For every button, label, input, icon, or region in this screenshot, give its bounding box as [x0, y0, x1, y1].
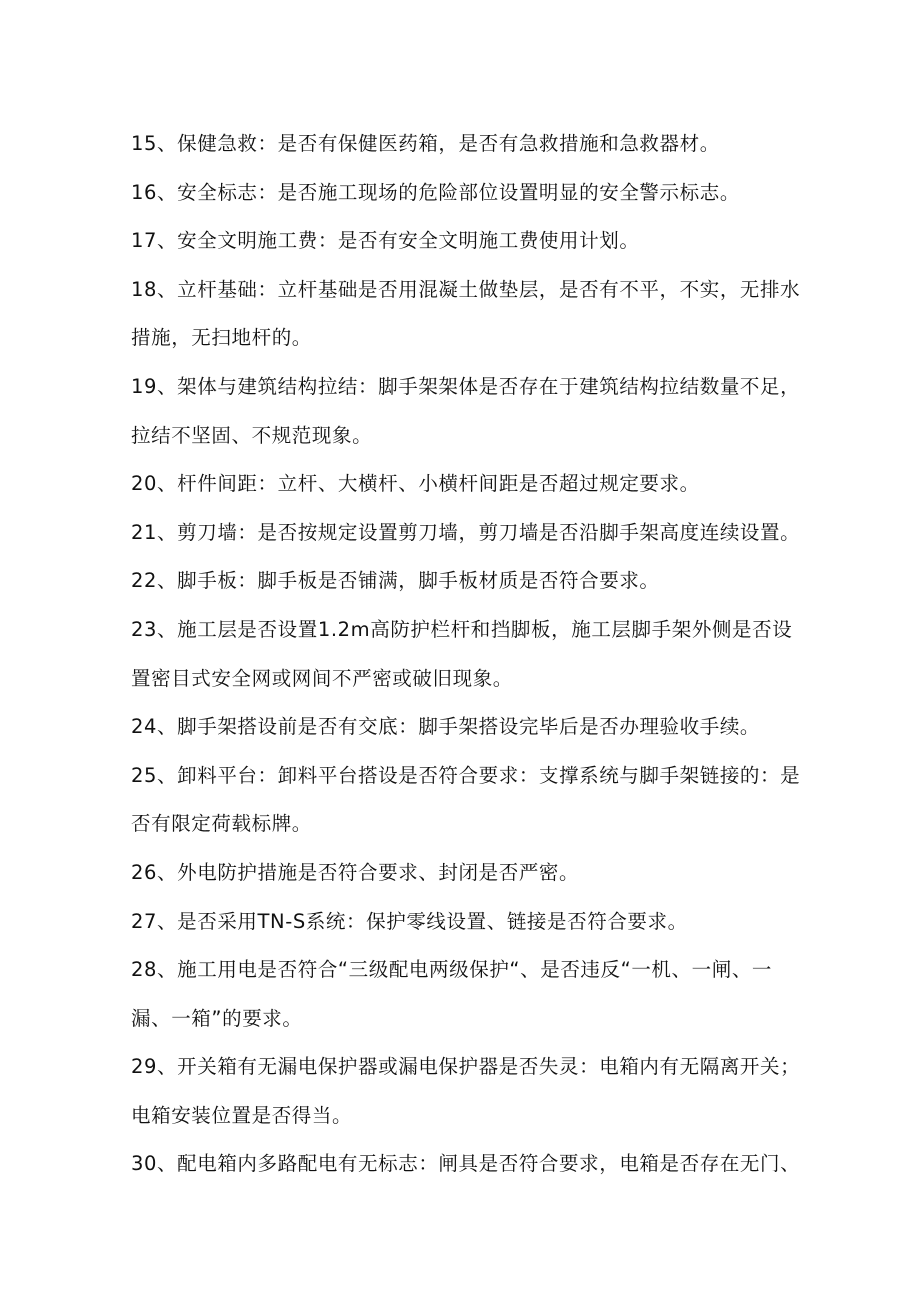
text-line: 15、保健急救：是否有保健医药箱，是否有急救措施和急救器材。 [131, 132, 720, 155]
text-line: 否有限定荷载标牌。 [131, 812, 312, 836]
document-body [131, 120, 846, 1189]
text-line: 18、立杆基础：立杆基础是否用混凝土做垫层，是否有不平，不实，无排水 [131, 277, 801, 301]
text-line: 22、脚手板：脚手板是否铺满，脚手板材质是否符合要求。 [131, 569, 660, 593]
text-line: 拉结不坚固、不规范现象。 [131, 423, 373, 447]
text-line: 26、外电防护措施是否符合要求、封闭是否严密。 [131, 860, 580, 884]
text-line: 19、架体与建筑结构拉结：脚手架架体是否存在于建筑结构拉结数量不足， [131, 374, 801, 398]
text-line: 30、配电箱内多路配电有无标志：闸具是否符合要求，电箱是否存在无门、 [131, 1152, 801, 1176]
text-line: 28、施工用电是否符合“三级配电两级保护“、是否违反“一机、一闸、一 [131, 958, 773, 982]
text-line: 25、卸料平台：卸料平台搭设是否符合要求：支撑系统与脚手架链接的：是 [131, 763, 801, 787]
text-line: 20、杆件间距：立杆、大横杆、小横杆间距是否超过规定要求。 [131, 472, 700, 496]
text-line: 29、开关箱有无漏电保护器或漏电保护器是否失灵：电箱内有无隔离开关； [131, 1055, 801, 1079]
text-line: 16、安全标志：是否施工现场的危险部位设置明显的安全警示标志。 [131, 180, 740, 204]
text-line: 23、施工层是否设置1.2m高防护栏杆和挡脚板，施工层脚手架外侧是否设 [131, 617, 793, 641]
text-line: 置密目式安全网或网间不严密或破旧现象。 [131, 666, 513, 690]
text-line: 17、安全文明施工费：是否有安全文明施工费使用计划。 [131, 229, 640, 253]
text-line: 27、是否采用TN-S系统：保护零线设置、链接是否符合要求。 [131, 909, 688, 933]
text-line: 漏、一箱”的要求。 [131, 1006, 303, 1030]
text-line: 电箱安装位置是否得当。 [131, 1103, 353, 1127]
text-line: 21、剪刀墙：是否按规定设置剪刀墙，剪刀墙是否沿脚手架高度连续设置。 [131, 520, 801, 544]
text-line: 24、脚手架搭设前是否有交底：脚手架搭设完毕后是否办理验收手续。 [131, 715, 761, 739]
text-line: 措施，无扫地杆的。 [131, 326, 312, 350]
